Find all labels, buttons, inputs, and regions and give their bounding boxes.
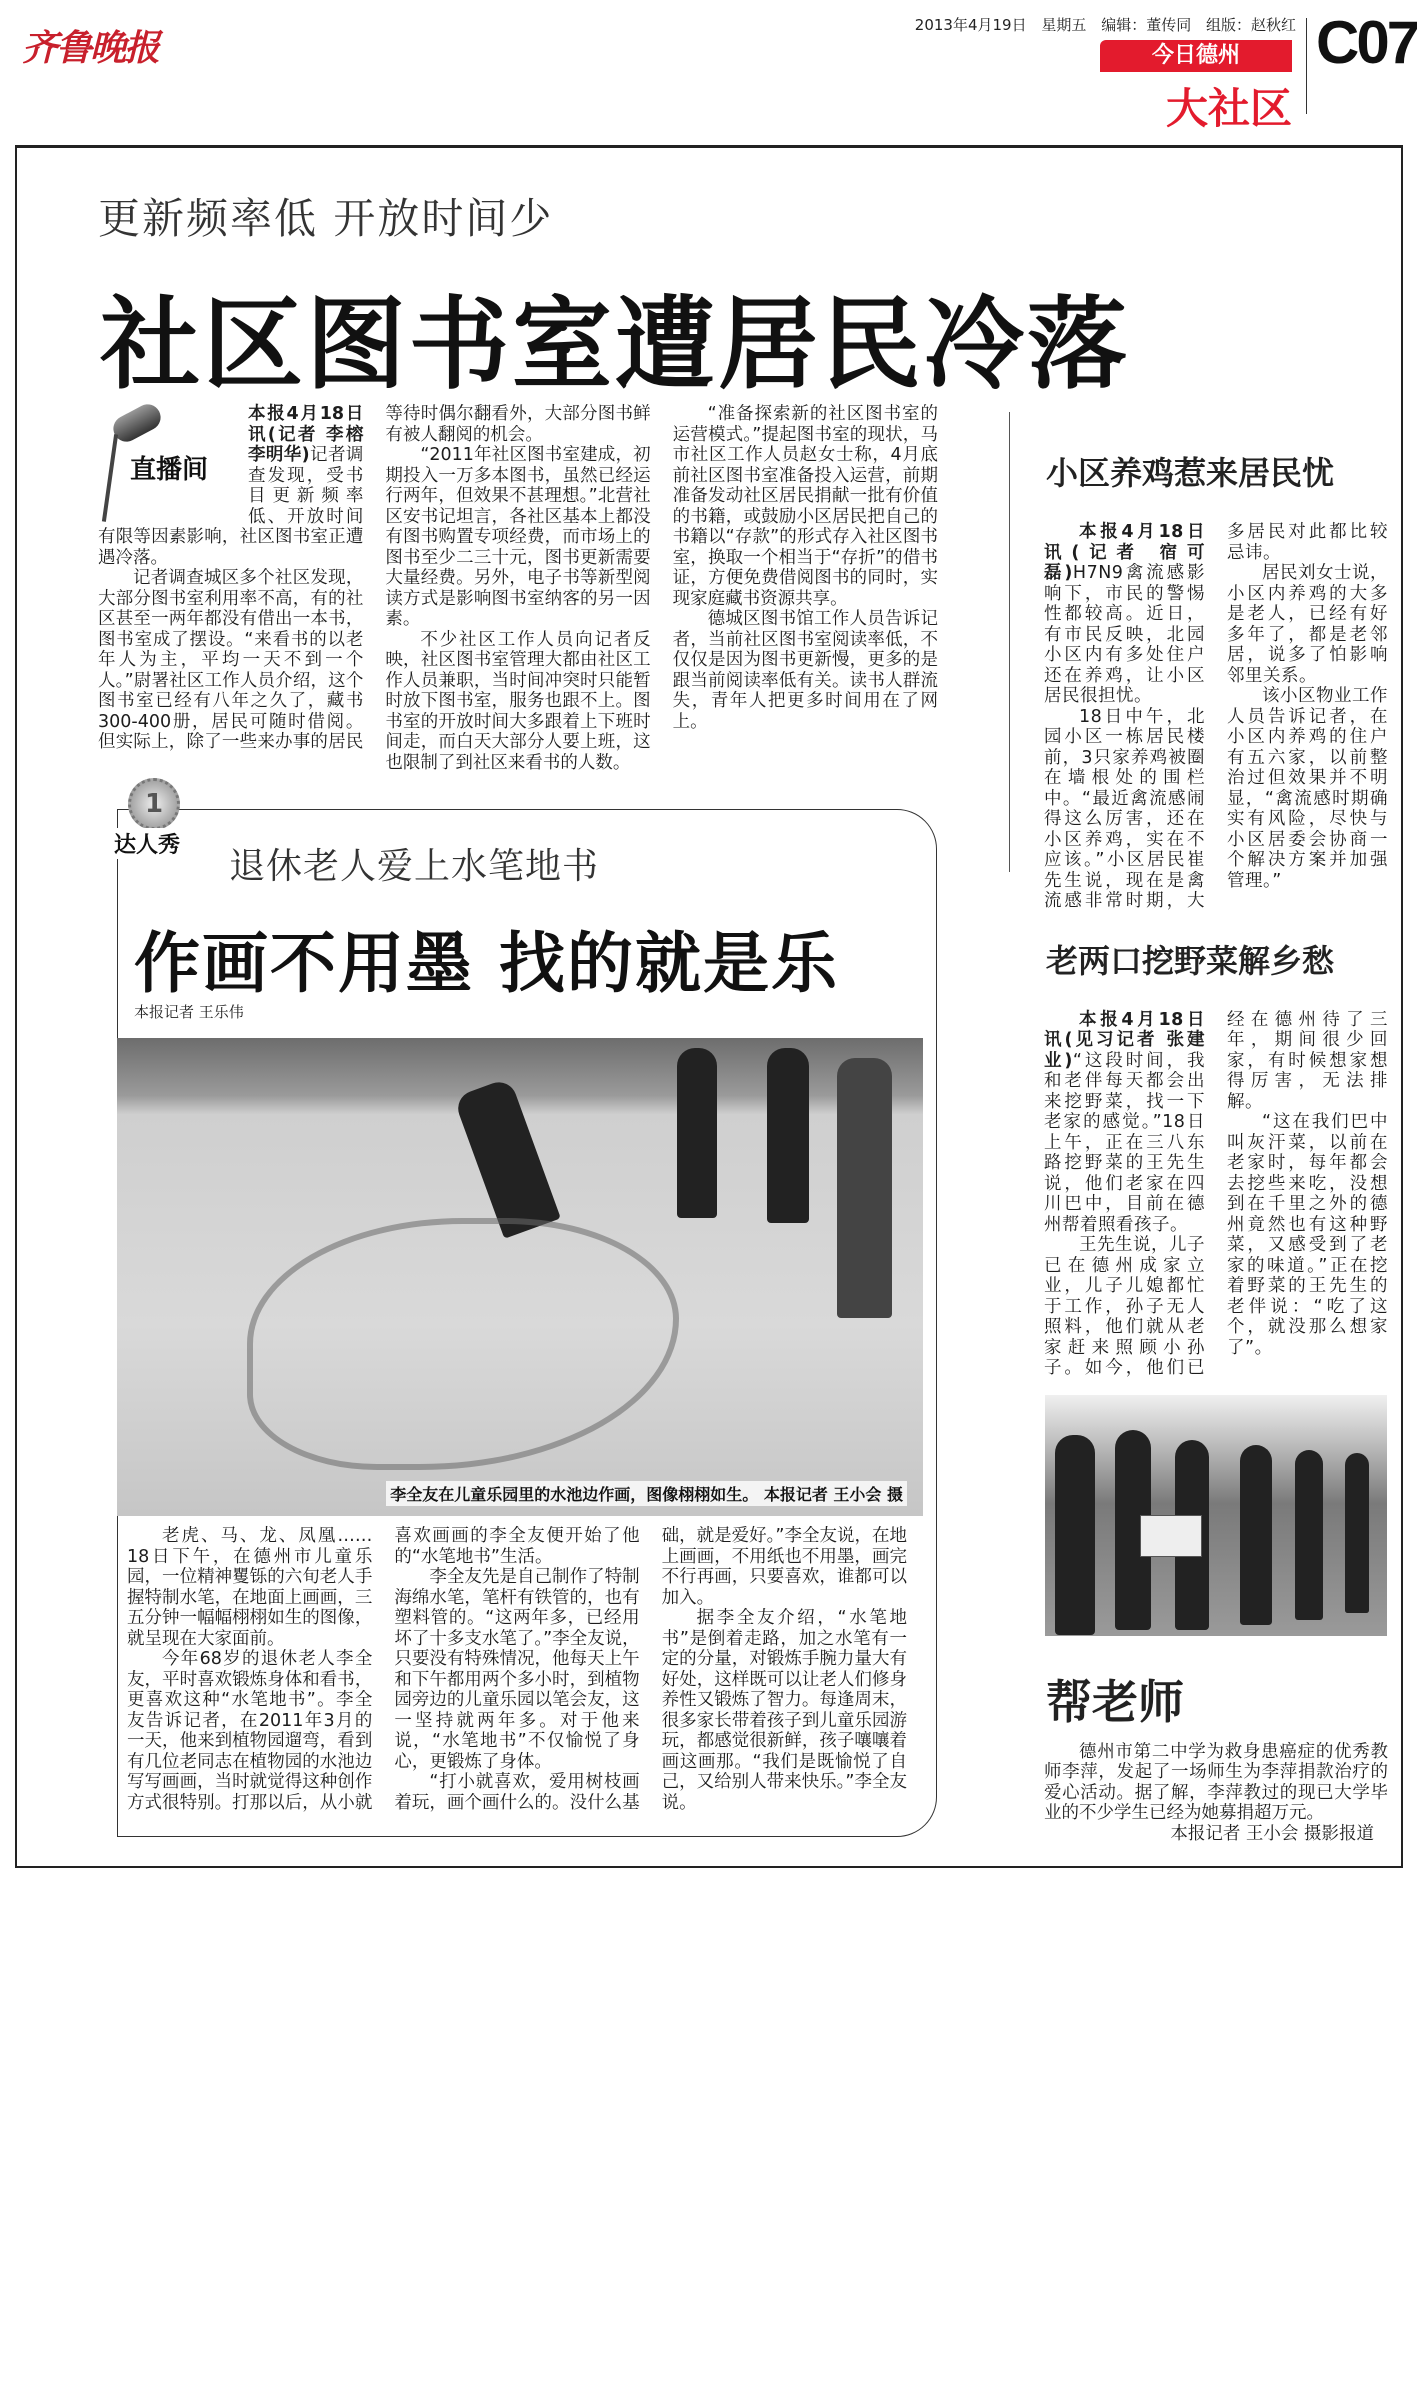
newspaper-logo: 齐鲁晚报 bbox=[22, 27, 159, 69]
dateline: 本报4月18日讯(见习记者 张建业) bbox=[1044, 1009, 1205, 1071]
lead-headline: 社区图书室遭居民冷落 bbox=[100, 286, 1130, 403]
paragraph: 今年68岁的退休老人李全友，平时喜欢锻炼身体和看书，更喜欢这种“水笔地书”。李全友告诉记者，在2011年3月的一天，他来到植物园遛弯，看到有几位老同志在植物园的水池边写写画画，当时就觉得这种创作方式很特别。打那以后，从小就喜欢画画的李全友便开始了他的“水笔地书”生活。 bbox=[127, 1526, 640, 1813]
issue-weekday: 星期五 bbox=[1041, 16, 1087, 34]
water-drawing bbox=[247, 1218, 679, 1470]
feature-kicker: 退休老人爱上水笔地书 bbox=[229, 846, 600, 887]
paragraph: 据李全友介绍，“水笔地书”是倒着走路，加之水笔有一定的分量，对锻炼手腕力量大有好处，这样既可以让老人们修身养性又锻炼了智力。每逢周末，很多家长带着孩子到儿童乐园游玩，都感觉很新鲜，孩子嚷嚷着画这画那。“我们是既愉悦了自己，又给别人带来快乐。”李全友说。 bbox=[661, 1608, 907, 1813]
page-number: C07 bbox=[1316, 9, 1417, 76]
paragraph: 德城区图书馆工作人员告诉记者，当前社区图书室阅读率低，不仅仅是因为图书更新慢，更多的是跟当前阅读率低有关。读书人群流失，青年人把更多时间用在了网上。 bbox=[672, 609, 938, 732]
lead-article-body bbox=[98, 404, 938, 773]
editor-credit: 编辑：董传同 bbox=[1101, 16, 1192, 34]
photo-byline: 本报记者 王小会 摄影报道 bbox=[1170, 1823, 1374, 1844]
photo-figure bbox=[1345, 1453, 1369, 1613]
paragraph: 居民刘女士说，小区内养鸡的大多是老人，已经有好多年了，都是老邻居，说多了怕影响邻里关系。 bbox=[1227, 563, 1388, 686]
paragraph bbox=[1044, 1010, 1205, 1236]
photo-caption: 李全友在儿童乐园里的水池边作画，图像栩栩如生。 本报记者 王小会 摄 bbox=[386, 1481, 907, 1506]
paragraph: 该小区物业工作人员告诉记者，在小区内养鸡的住户有五六家，以前整治过但效果并不明显，“禽流感时期确实有风险，尽快与小区居委会协商一个解决方案并加强管理。” bbox=[1227, 686, 1388, 891]
paragraph: 王先生说，儿子已在德州成家立业，儿子儿媳都忙于工作，孙子无人照料，他们就从老家赶来照顾小孙子。如今，他们已经在德州待了三年，期间很少回家，有时候想家想得厉害，无法排解。 bbox=[1044, 1009, 1388, 1378]
paragraph bbox=[1044, 522, 1205, 707]
column-label: 直播间 bbox=[130, 455, 209, 485]
medal-icon: 1 bbox=[128, 778, 180, 830]
photo-figure bbox=[677, 1048, 717, 1218]
dateline: 本报4月18日讯(记者 李榕 李明华) bbox=[248, 404, 364, 465]
paragraph-text: 记者调查发现，受书目更新频率低、开放时间有限等因素影响，社区图书室正遭遇冷落。 bbox=[98, 445, 364, 568]
side-article-chickens bbox=[1044, 522, 1388, 912]
masthead-divider bbox=[1306, 18, 1307, 114]
section-name: 大社区 bbox=[1165, 84, 1292, 133]
section-tag: 今日德州 bbox=[1100, 40, 1292, 72]
lead-kicker: 更新频率低 开放时间少 bbox=[98, 194, 554, 243]
photo-figure bbox=[453, 1077, 561, 1238]
paragraph-text: H7N9禽流感影响下，市民的警惕性都较高。近日，有市民反映，北园小区内有多处住户还在养鸡，让小区居民很担忧。 bbox=[1044, 563, 1205, 706]
column-divider bbox=[1009, 412, 1010, 872]
feature-article-body bbox=[127, 1526, 907, 1813]
paragraph: 德州市第二中学为救身患癌症的优秀教师李萍，发起了一场师生为李萍捐款治疗的爱心活动。据了解，李萍教过的现已大学毕业的不少学生已经为她募捐超万元。 bbox=[1044, 1741, 1388, 1823]
paragraph: “2011年社区图书室建成，初期投入一万多本图书，虽然已经运行两年，但效果不甚理想。”北营社区安书记坦言，各社区基本上都没有图书购置专项经费，而市场上的图书至少二三十元，图书更新需要大量经费。另外，电子书等新型阅读方式是影响图书室纳客的另一因素。 bbox=[385, 445, 651, 629]
photo-figure bbox=[767, 1048, 809, 1223]
side-headline-help-teacher: 帮老师 bbox=[1046, 1674, 1184, 1729]
photo-figure bbox=[837, 1058, 892, 1318]
photo-figure bbox=[1295, 1450, 1323, 1620]
live-room-badge bbox=[98, 404, 244, 526]
microphone-stand-icon bbox=[102, 434, 118, 522]
column-label: 达人秀 bbox=[114, 828, 180, 859]
side-article-help-teacher bbox=[1044, 1742, 1388, 1845]
side-headline-chickens: 小区养鸡惹来居民忧 bbox=[1046, 454, 1335, 492]
paragraph: “准备探索新的社区图书室的运营模式。”提起图书室的现状，马市社区工作人员赵女士称，4月底前社区图书室准备投入运营，前期准备发动社区居民捐献一批有价值的书籍，或鼓励小区居民把自己的书籍以“存款”的形式存入社区图书室，换取一个相当于“存折”的借书证，方便免费借阅图书的同时，实现家庭藏书资源共享。 bbox=[672, 404, 938, 609]
paragraph-text: “这段时间，我和老伴每天都会出来挖野菜，找一下老家的感觉。”18日上午，正在三八东路挖野菜的王先生说，他们老家在四川巴中，目前在德州帮着照看孩子。 bbox=[1044, 1050, 1205, 1235]
photo-figure bbox=[1055, 1435, 1095, 1635]
layout-credit: 组版：赵秋红 bbox=[1205, 16, 1296, 34]
paragraph: 记者调查城区多个社区发现，大部分图书室利用率不高，有的社区甚至一两年都没有借出一本书，图书室成了摆设。“来看书的以老年人为主，平均一天不到一个人。”尉署社区工作人员介绍，这个图书室已经有八年之久了，藏书300-400册，居民可随时借阅。但实际上，除了一些来办事的居民等待时偶尔翻看外，大部分图书鲜有被人翻阅的机会。 bbox=[98, 404, 651, 752]
medal-badge bbox=[110, 778, 196, 858]
feature-photo bbox=[117, 1038, 923, 1516]
photo-figure bbox=[1240, 1445, 1272, 1625]
feature-headline: 作画不用墨 找的就是乐 bbox=[134, 925, 839, 1002]
paragraph: 不少社区工作人员向记者反映，社区图书室管理大都由社区工作人员兼职，当时间冲突时只能暂时放下图书室，服务也跟不上。图书室的开放时间大多跟着上下班时间走，而白天大部分人要上班，这也限制了到社区来看书的人数。 bbox=[385, 629, 651, 773]
paragraph: “打小就喜欢，爱用树枝画着玩，画个画什么的。没什么基础，就是爱好。”李全友说，在地上画画，不用纸也不用墨，画完不行再画，只要喜欢，谁都可以加入。 bbox=[394, 1526, 907, 1813]
paragraph: “这在我们巴中叫灰汗菜，以前在老家时，每年都会去挖些来吃，没想到在千里之外的德州竟然也有这种野菜，又感受到了老家的味道。”正在挖着野菜的王先生的老伴说：“吃了这个，就没那么想家了”。 bbox=[1227, 1112, 1388, 1358]
dateline: 本报4月18日讯(记者 宿可磊) bbox=[1044, 522, 1205, 583]
paragraph: 李全友先是自己制作了特制海绵水笔，笔杆有铁管的，也有塑料管的。“这两年多，已经用坏了十多支水笔了。”李全友说，只要没有特殊情况，他每天上午和下午都用两个多小时，到植物园旁边的儿童乐园以笔会友，这一坚持就两年多。对于他来说，“水笔地书”不仅愉悦了身心，更锻炼了身体。 bbox=[394, 1567, 640, 1772]
side-article-wild-vegetables bbox=[1044, 1010, 1388, 1379]
paragraph: 18日中午，北园小区一栋居民楼前，3只家养鸡被圈在墙根处的围栏中。“最近禽流感闹得这么厉害，还在小区养鸡，实在不应该。”小区居民崔先生说，现在是禽流感非常时期，大多居民对此都比较忌讳。 bbox=[1044, 522, 1388, 911]
feature-byline: 本报记者 王乐伟 bbox=[134, 1003, 244, 1021]
paragraph: 老虎、马、龙、凤凰……18日下午，在德州市儿童乐园，一位精神矍铄的六旬老人手握特制水笔，在地面上画画，三五分钟一幅幅栩栩如生的图像，就呈现在大家面前。 bbox=[127, 1526, 373, 1649]
issue-meta bbox=[905, 14, 1296, 35]
side-headline-wild-vegetables: 老两口挖野菜解乡愁 bbox=[1046, 941, 1335, 980]
issue-date: 2013年4月19日 bbox=[914, 16, 1027, 34]
donation-box bbox=[1140, 1515, 1202, 1557]
donation-photo bbox=[1045, 1395, 1387, 1636]
